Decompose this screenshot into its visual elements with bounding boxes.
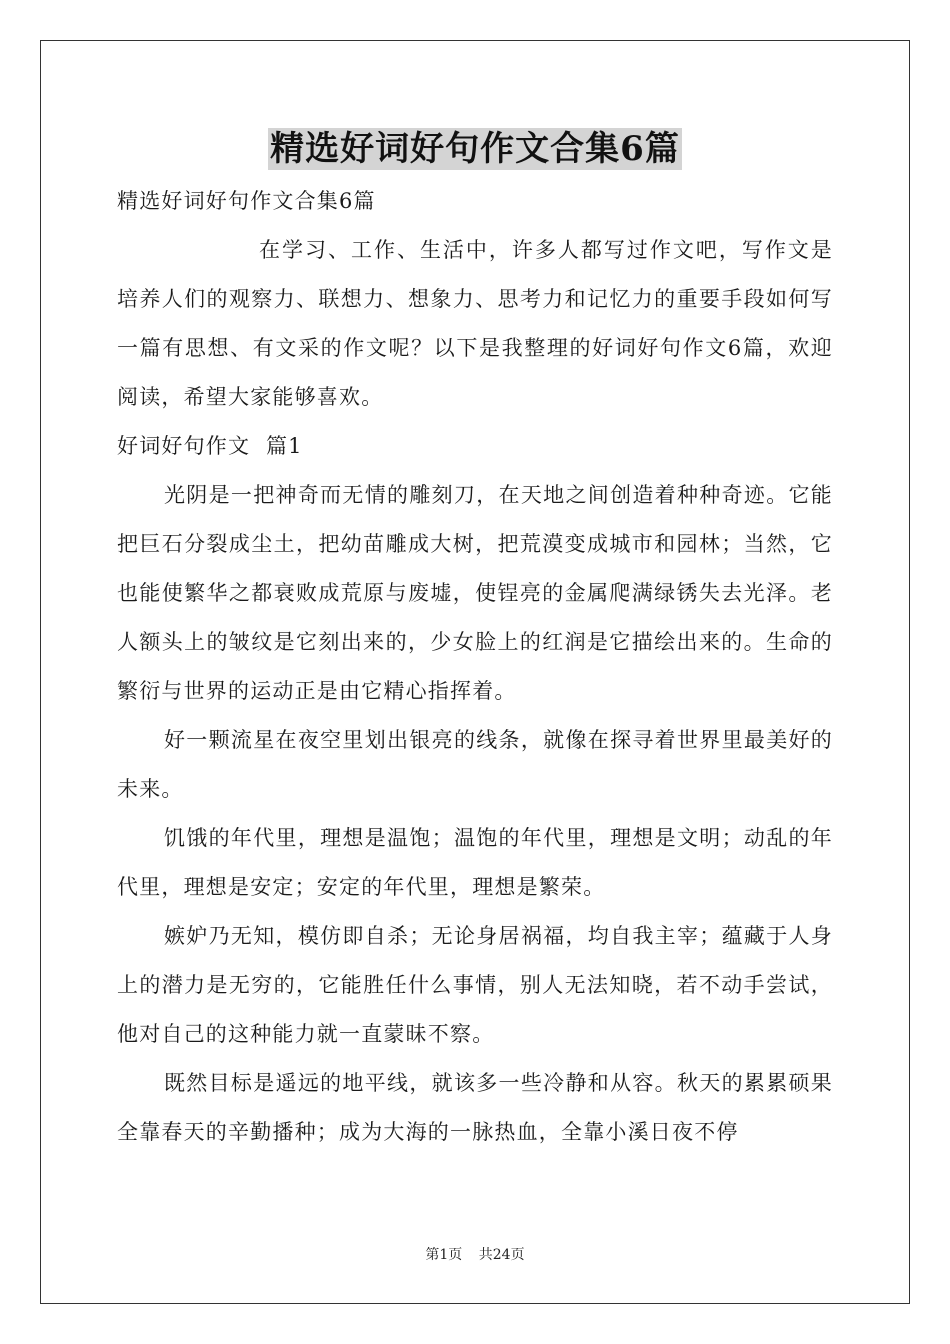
- body-paragraph: 光阴是一把神奇而无情的雕刻刀，在天地之间创造着种种奇迹。它能把巨石分裂成尘土，把幼苗雕成大树，把荒漠变成城市和园林；当然，它也能使繁华之都衰败成荒原与废墟，使锃亮的金属爬满绿锈失去光泽。老人额头上的皱纹是它刻出来的，少女脸上的红润是它描绘出来的。生命的繁衍与世界的运动正是由它精心指挥着。: [117, 483, 833, 703]
- document-body: [117, 177, 833, 1157]
- document-subtitle: 精选好词好句作文合集6篇: [117, 189, 376, 213]
- title-area: [0, 128, 950, 170]
- page-total: 共24页: [478, 1247, 525, 1263]
- section-heading: 好词好句作文 篇1: [117, 434, 303, 458]
- body-paragraph: 既然目标是遥远的地平线，就该多一些冷静和从容。秋天的累累硕果全靠春天的辛勤播种；成为大海的一脉热血，全靠小溪日夜不停: [117, 1071, 833, 1144]
- document-title: 精选好词好句作文合集6篇: [270, 129, 680, 169]
- body-paragraph: 饥饿的年代里，理想是温饱；温饱的年代里，理想是文明；动乱的年代里，理想是安定；安定的年代里，理想是繁荣。: [117, 826, 833, 899]
- body-paragraph: 嫉妒乃无知，模仿即自杀；无论身居祸福，均自我主宰；蕴藏于人身上的潜力是无穷的，它能胜任什么事情，别人无法知晓，若不动手尝试，他对自己的这种能力就一直蒙昧不察。: [117, 924, 833, 1046]
- intro-paragraph: 在学习、工作、生活中，许多人都写过作文吧，写作文是培养人们的观察力、联想力、想象力、思考力和记忆力的重要手段如何写一篇有思想、有文采的作文呢？以下是我整理的好词好句作文6篇，欢迎阅读，希望大家能够喜欢。: [117, 238, 833, 409]
- page-footer: [0, 1244, 950, 1264]
- page-number: 第1页: [425, 1247, 463, 1263]
- body-paragraph: 好一颗流星在夜空里划出银亮的线条，就像在探寻着世界里最美好的未来。: [117, 728, 833, 801]
